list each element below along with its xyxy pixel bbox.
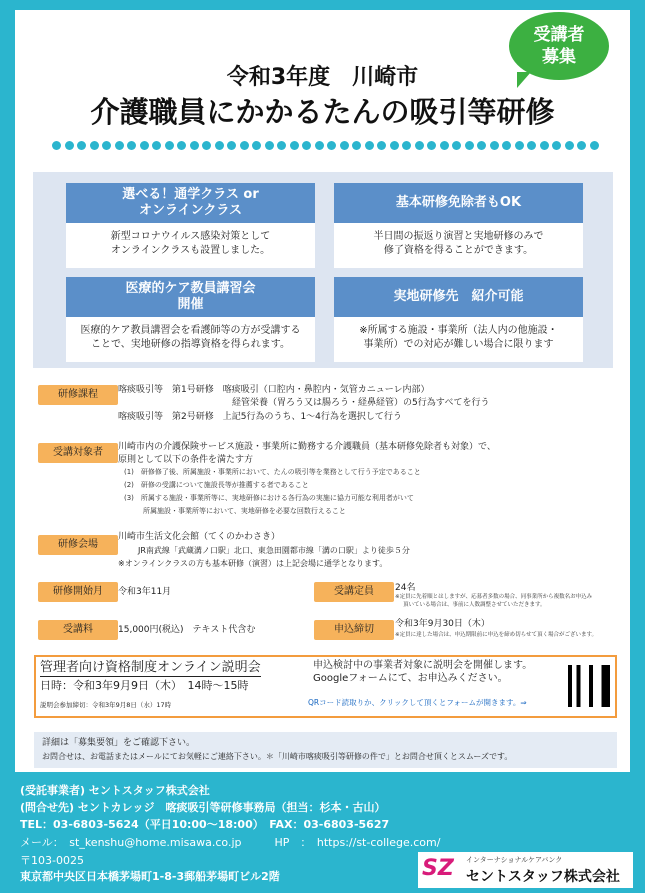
divider-dot xyxy=(415,141,424,150)
capacity-label: 受講定員 xyxy=(314,582,394,602)
fee-label: 受講料 xyxy=(38,620,118,640)
divider-dot xyxy=(590,141,599,150)
divider-dot xyxy=(390,141,399,150)
company-logo xyxy=(418,852,633,888)
feature-text2: オンラインクラスも設置しました。 xyxy=(110,245,271,256)
info-session-box xyxy=(34,655,617,718)
feature-head2: オンラインクラス xyxy=(139,203,242,218)
course-line1: 喀痰吸引等 第1号研修 喀痰吸引（口腔内・鼻腔内・気管カニューレ内部） xyxy=(118,385,430,395)
feature-text: 半日間の振返り演習と実地研修のみで xyxy=(373,231,544,242)
feature-text2: ことで、実地研修の指導資格を得られます。 xyxy=(91,339,290,350)
divider-dot xyxy=(477,141,486,150)
divider-dot xyxy=(90,141,99,150)
divider-dot xyxy=(102,141,111,150)
divider-dot xyxy=(115,141,124,150)
capacity-note1: ※定員に先着順とはしますが、応募者多数の場合、同事業所から複数名お申込み xyxy=(395,594,593,600)
info-title: 管理者向け資格制度オンライン説明会 xyxy=(40,660,261,675)
logo-mark-icon: SZ xyxy=(422,856,454,881)
page-title: 介護職員にかかるたんの吸引等研修 xyxy=(90,95,555,129)
feature-training-site xyxy=(334,277,583,362)
footer-address: 東京都中央区日本橋茅場町1-8-3郵船茅場町ビル2階 xyxy=(20,870,280,883)
divider-dot xyxy=(177,141,186,150)
feature-text: ※所属する施設・事業所（法人内の他施設・ xyxy=(359,325,558,336)
divider-dot xyxy=(127,141,136,150)
fee-value: 15,000円(税込) テキスト代含む xyxy=(118,625,256,635)
feature-teacher xyxy=(66,277,315,362)
venue-label: 研修会場 xyxy=(38,535,118,555)
footer-tel: TEL：03-6803-5624（平日10:00〜18:00） FAX：03-6803-5627 xyxy=(20,818,390,831)
footer-inquiry: (問合せ先) セントカレッジ 喀痰吸引等研修事務局（担当：杉本・古山） xyxy=(20,801,386,814)
divider-dot xyxy=(565,141,574,150)
info-deadline: 説明会参加締切：令和3年9月8日（水）17時 xyxy=(40,701,172,709)
divider-dot xyxy=(252,141,261,150)
divider-dot xyxy=(352,141,361,150)
feature-exempt xyxy=(334,183,583,268)
divider-dot xyxy=(277,141,286,150)
target-cond3: (3) 所属する施設・事業所等に、実地研修における各行為の実施に協力可能な利用者がいて xyxy=(124,494,414,502)
target-line2: 原則として以下の条件を満たす方 xyxy=(118,455,254,465)
target-cond1: (1) 研修修了後、所属施設・事業所において、たんの吸引等を業務として行う予定であること xyxy=(124,468,421,476)
divider-dot xyxy=(527,141,536,150)
divider-dot xyxy=(340,141,349,150)
feature-head: 実地研修先 紹介可能 xyxy=(393,289,524,304)
divider-dot xyxy=(315,141,324,150)
contact-box xyxy=(34,732,617,768)
course-label: 研修課程 xyxy=(38,385,118,405)
course-line2: 経管栄養（胃ろう又は腸ろう・経鼻経管）の5行為すべてを行う xyxy=(232,398,490,408)
logo-sub: インターナショナルケアバンク xyxy=(466,856,563,864)
divider-dot xyxy=(140,141,149,150)
badge-line1: 受講者 xyxy=(533,25,585,45)
title-line1: 令和3年度 川崎市 xyxy=(226,65,419,90)
feature-text2: 事業所）での対応が難しい場合に限ります xyxy=(363,339,554,350)
footer-mail: メール： st_kenshu@home.misawa.co.jp HP ： https://st-college.com/ xyxy=(20,836,441,849)
divider-dot xyxy=(227,141,236,150)
contact-line1: 詳細は「募集要領」をご確認下さい。 xyxy=(42,738,196,748)
top-note: この研修は川崎市が実施主体としてセントスタッフ株式会社 セントカレッジが受託した事業です。 xyxy=(22,16,465,27)
divider-dot xyxy=(302,141,311,150)
divider-dot xyxy=(215,141,224,150)
divider-dot xyxy=(265,141,274,150)
divider-dot xyxy=(552,141,561,150)
venue-line3: ※オンラインクラスの方も基本研修（演習）は上記会場に通学となります。 xyxy=(118,559,388,568)
feature-text2: 修了資格を得ることができます。 xyxy=(383,245,534,256)
qr-code[interactable] xyxy=(568,665,610,707)
deadline-value: 令和3年9月30日（木） xyxy=(395,619,490,629)
divider-dot xyxy=(440,141,449,150)
divider-dot xyxy=(490,141,499,150)
capacity-value: 24名 xyxy=(395,583,416,593)
start-label: 研修開始月 xyxy=(38,582,118,602)
contact-line2: お問合せは、お電話またはメールにてお気軽にご連絡下さい。＊「川崎市喀痰吸引等研修の件で」とお問合せ頂くとスムーズです。 xyxy=(42,752,513,761)
feature-text: 新型コロナウイルス感染対策として xyxy=(110,231,271,242)
divider-dot xyxy=(65,141,74,150)
divider-dot xyxy=(465,141,474,150)
divider-dot xyxy=(402,141,411,150)
footer-zip: 〒103-0025 xyxy=(20,854,84,867)
divider-dot xyxy=(202,141,211,150)
feature-text: 医療的ケア教員講習会を看護師等の方が受講する xyxy=(80,325,301,336)
capacity-note2: 頂いている場合は、事前に人数調整させていただきます。 xyxy=(403,602,546,608)
divider-dot xyxy=(240,141,249,150)
divider-dot xyxy=(290,141,299,150)
divider-dot xyxy=(327,141,336,150)
footer-contractor: (受託事業者) セントスタッフ株式会社 xyxy=(20,784,210,797)
info-date: 日時：令和3年9月9日（木） 14時〜15時 xyxy=(40,679,249,692)
divider-dot xyxy=(190,141,199,150)
feature-head2: 開催 xyxy=(177,297,204,312)
deadline-label: 申込締切 xyxy=(314,620,394,640)
badge-line2: 募集 xyxy=(542,47,576,67)
feature-head: 選べる！通学クラス or xyxy=(122,187,259,202)
divider-dot xyxy=(365,141,374,150)
divider-dot xyxy=(577,141,586,150)
start-value: 令和3年11月 xyxy=(118,587,172,597)
logo-main: セントスタッフ株式会社 xyxy=(466,869,620,885)
course-line3: 喀痰吸引等 第2号研修 上記5行為のうち、1〜4行為を選択して行う xyxy=(118,412,402,422)
features-panel xyxy=(33,172,613,368)
divider-dot xyxy=(377,141,386,150)
venue-line2: JR南武線「武蔵溝ノ口駅」北口、東急田園都市線「溝の口駅」より徒歩５分 xyxy=(138,546,410,555)
target-line1: 川崎市内の介護保険サービス施設・事業所に勤務する介護職員（基本研修免除者も対象）で、 xyxy=(118,442,496,452)
divider-dot xyxy=(165,141,174,150)
divider-dot xyxy=(52,141,61,150)
feature-online xyxy=(66,183,315,268)
target-label: 受講対象者 xyxy=(38,443,118,463)
deadline-note: ※定員に達した場合は、申込期限前に申込を締め切らせて頂く場合がございます。 xyxy=(395,632,598,638)
divider-dot xyxy=(515,141,524,150)
qr-link[interactable]: QRコード読取りか、クリックして頂くとフォームが開きます。⇒ xyxy=(308,698,527,707)
divider-dot xyxy=(77,141,86,150)
divider-dot xyxy=(452,141,461,150)
divider-dot xyxy=(502,141,511,150)
info-desc2: Googleフォームにて、お申込みください。 xyxy=(313,673,508,684)
info-desc1: 申込検討中の事業者対象に説明会を開催します。 xyxy=(313,660,533,671)
divider-dot xyxy=(540,141,549,150)
feature-head: 医療的ケア教員講習会 xyxy=(125,281,256,296)
dot-divider xyxy=(52,141,599,150)
target-cond4: 所属施設・事業所等において、実地研修を必要な回数行えること xyxy=(143,507,346,515)
feature-head: 基本研修免除者もOK xyxy=(395,195,522,210)
venue-line1: 川崎市生活文化会館（てくのかわさき） xyxy=(118,532,281,542)
divider-dot xyxy=(427,141,436,150)
divider-dot xyxy=(152,141,161,150)
target-cond2: (2) 研修の受講について施設長等が推薦する者であること xyxy=(124,481,309,489)
